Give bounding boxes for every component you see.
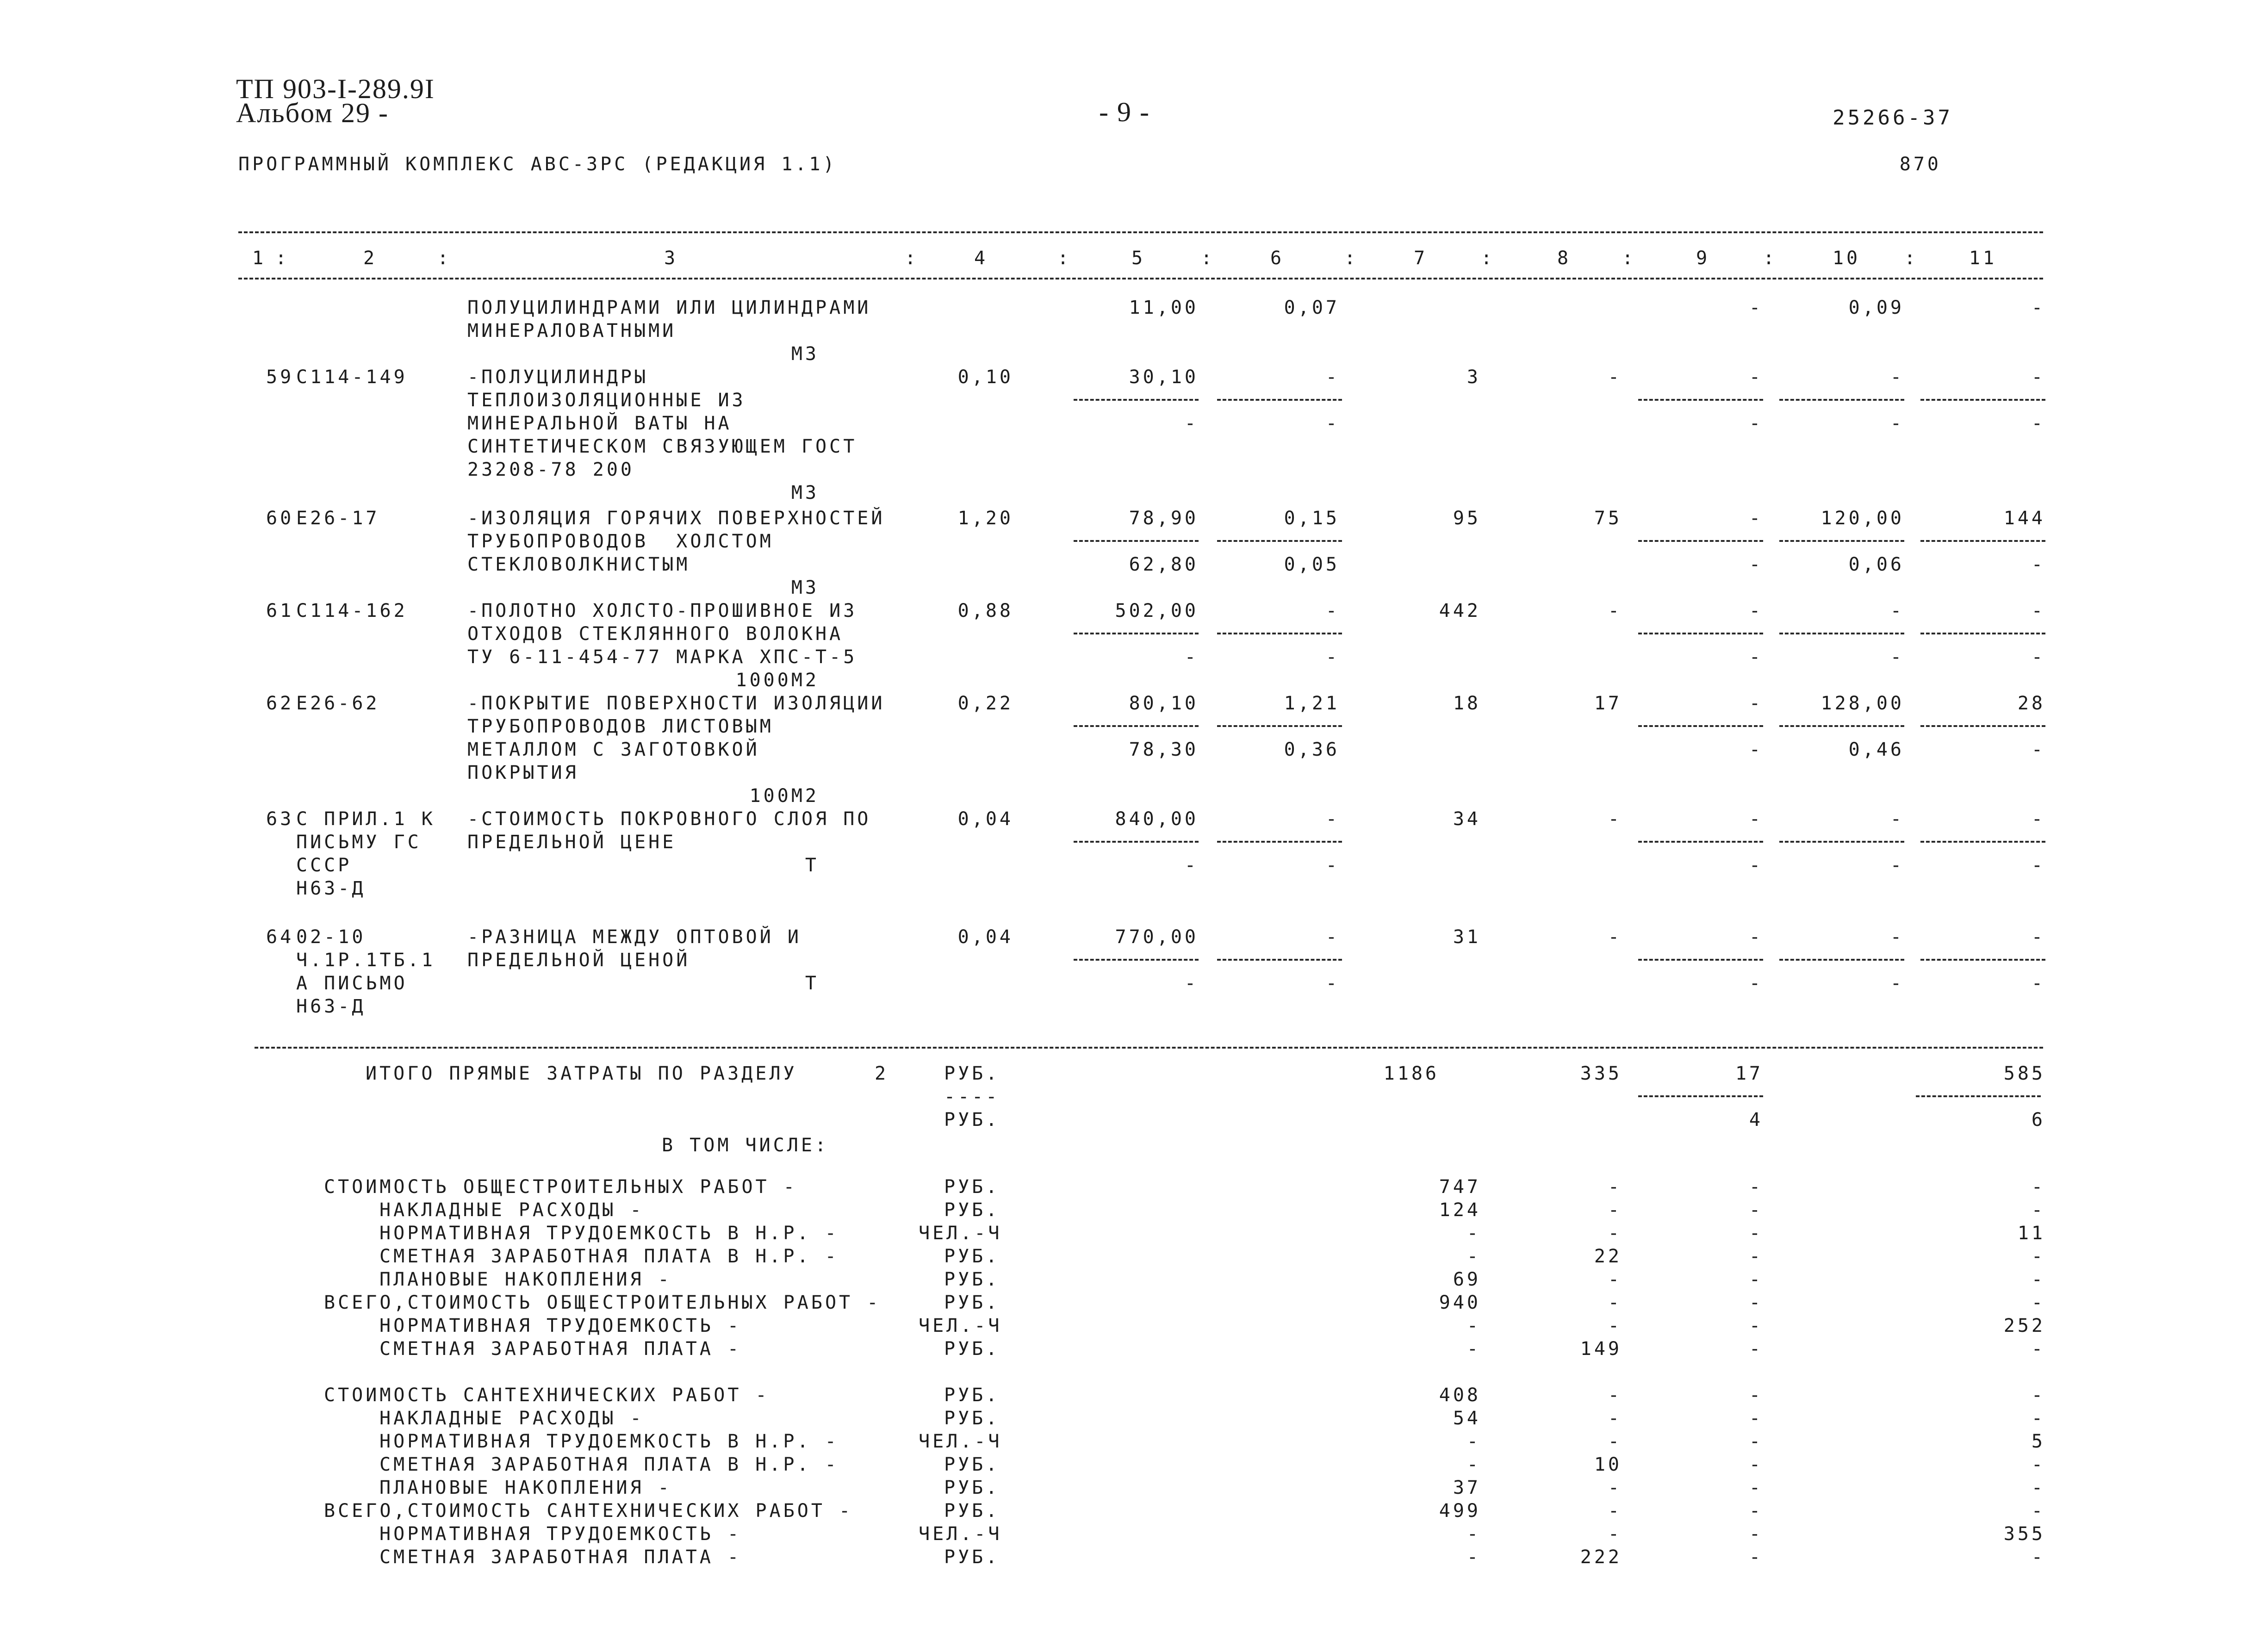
row-number: 63 — [266, 808, 294, 830]
row-subcell-c9: - — [1749, 646, 1763, 668]
row-description: ТУ 6-11-454-77 МАРКА ХПС-Т-5 — [467, 646, 857, 668]
summary-cell-c9: - — [1749, 1199, 1763, 1221]
summary-unit: РУБ. — [944, 1477, 1000, 1498]
summary-cell-c11: - — [2031, 1292, 2045, 1313]
cell-divider — [1638, 540, 1763, 542]
row-subcell-c5: 62,80 — [1129, 554, 1199, 575]
row-cell-c5: 78,90 — [1129, 508, 1199, 529]
row-subcell-c10: - — [1890, 973, 1904, 994]
row-cell-c4: 0,10 — [957, 367, 1013, 388]
column-header-11: 11 — [1969, 248, 1997, 269]
row-description: МИНЕРАЛЬНОЙ ВАТЫ НА — [467, 413, 732, 434]
row-description: -ПОЛУЦИЛИНДРЫ — [467, 367, 649, 388]
row-cell-c8: - — [1608, 367, 1622, 388]
row-unit: М3 — [791, 577, 819, 598]
summary-unit: ЧЕЛ.-Ч — [919, 1431, 1002, 1452]
totals-col9-dash — [1638, 1095, 1763, 1097]
summary-cell-c11: - — [2031, 1269, 2045, 1290]
row-code: СССР — [296, 855, 352, 876]
summary-cell-c8: 222 — [1580, 1547, 1622, 1568]
row-description: СИНТЕТИЧЕСКОМ СВЯЗУЮЩЕМ ГОСТ — [467, 436, 857, 457]
summary-cell-c11: - — [2031, 1246, 2045, 1267]
row-cell-c10: - — [1890, 926, 1904, 948]
summary-cell-c7: 408 — [1439, 1385, 1481, 1406]
row-cell-c6: - — [1325, 926, 1340, 948]
row-description: СТЕКЛОВОЛКНИСТЫМ — [467, 554, 690, 575]
summary-cell-c7: 747 — [1439, 1176, 1481, 1198]
row-cell-c8: 17 — [1594, 693, 1622, 714]
cell-divider — [1074, 725, 1199, 727]
summary-cell-c7: - — [1466, 1223, 1481, 1244]
table-top-rule — [238, 231, 2043, 233]
cell-divider — [1638, 725, 1763, 727]
row-cell-c11: - — [2031, 297, 2045, 318]
row-subcell-c5: - — [1184, 855, 1199, 876]
row-subcell-c5: 78,30 — [1129, 739, 1199, 760]
summary-label: СМЕТНАЯ ЗАРАБОТНАЯ ПЛАТА В Н.Р. - — [379, 1454, 839, 1475]
summary-cell-c9: - — [1749, 1292, 1763, 1313]
totals-col11-dash — [1916, 1095, 2041, 1097]
summary-cell-c7: 37 — [1453, 1477, 1481, 1498]
cell-divider — [1779, 540, 1904, 542]
summary-cell-c9: - — [1749, 1176, 1763, 1198]
row-cell-c8: 75 — [1594, 508, 1622, 529]
row-cell-c10: 128,00 — [1821, 693, 1904, 714]
row-description: ПРЕДЕЛЬНОЙ ЦЕНЕ — [467, 832, 677, 853]
totals-unit: РУБ. — [944, 1063, 1000, 1084]
row-cell-c4: 0,22 — [957, 693, 1013, 714]
row-cell-c6: - — [1325, 367, 1340, 388]
cell-divider — [1920, 725, 2045, 727]
summary-label: СМЕТНАЯ ЗАРАБОТНАЯ ПЛАТА - — [379, 1547, 742, 1568]
row-unit: М3 — [791, 343, 819, 365]
summary-cell-c8: - — [1608, 1385, 1622, 1406]
row-cell-c10: 120,00 — [1821, 508, 1904, 529]
cell-divider — [1074, 633, 1199, 634]
column-header-6: 6 — [1270, 248, 1285, 269]
cell-divider — [1920, 540, 2045, 542]
summary-cell-c9: - — [1749, 1408, 1763, 1429]
row-number: 59 — [266, 367, 294, 388]
row-cell-c10: - — [1890, 367, 1904, 388]
row-subcell-c10: 0,46 — [1848, 739, 1904, 760]
row-description: -ПОКРЫТИЕ ПОВЕРХНОСТИ ИЗОЛЯЦИИ — [467, 693, 885, 714]
row-cell-c8: - — [1608, 926, 1622, 948]
row-cell-c4: 0,04 — [957, 926, 1013, 948]
summary-cell-c8: - — [1608, 1269, 1622, 1290]
row-subcell-c11: - — [2031, 739, 2045, 760]
row-description: ПРЕДЕЛЬНОЙ ЦЕНОЙ — [467, 950, 690, 971]
summary-cell-c11: 5 — [2031, 1431, 2045, 1452]
cell-divider — [1217, 725, 1342, 727]
summary-cell-c8: - — [1608, 1199, 1622, 1221]
column-header-7: 7 — [1413, 248, 1428, 269]
summary-cell-c11: - — [2031, 1500, 2045, 1522]
summary-cell-c9: - — [1749, 1223, 1763, 1244]
row-cell-c11: - — [2031, 600, 2045, 621]
row-subcell-c6: - — [1325, 973, 1340, 994]
summary-label: ПЛАНОВЫЕ НАКОПЛЕНИЯ - — [379, 1269, 672, 1290]
summary-cell-c7: - — [1466, 1338, 1481, 1360]
summary-cell-c8: - — [1608, 1292, 1622, 1313]
row-subcell-c11: - — [2031, 413, 2045, 434]
row-subcell-c5: - — [1184, 413, 1199, 434]
row-subcell-c10: - — [1890, 646, 1904, 668]
totals-col9: 17 — [1735, 1063, 1763, 1084]
summary-cell-c11: 355 — [2003, 1523, 2045, 1545]
column-separator: : — [1763, 248, 1777, 269]
summary-cell-c11: - — [2031, 1454, 2045, 1475]
cell-divider — [1779, 399, 1904, 401]
column-header-1: 1 — [252, 248, 267, 269]
totals-sub-col9: 4 — [1749, 1109, 1763, 1131]
row-subcell-c6: - — [1325, 855, 1340, 876]
row-cell-c7: 34 — [1453, 808, 1481, 830]
summary-cell-c9: - — [1749, 1454, 1763, 1475]
cell-divider — [1920, 959, 2045, 961]
row-cell-c4: 0,88 — [957, 600, 1013, 621]
summary-unit: РУБ. — [944, 1292, 1000, 1313]
column-header-3: 3 — [664, 248, 678, 269]
row-code: Н63-Д — [296, 878, 366, 899]
row-code: С ПРИЛ.1 К — [296, 808, 435, 830]
summary-cell-c7: 499 — [1439, 1500, 1481, 1522]
summary-cell-c8: - — [1608, 1477, 1622, 1498]
column-separator: : — [275, 248, 290, 269]
cell-divider — [1779, 725, 1904, 727]
summary-label: НОРМАТИВНАЯ ТРУДОЕМКОСТЬ - — [379, 1315, 742, 1336]
row-description: 23208-78 200 — [467, 459, 634, 480]
row-description: ТРУБОПРОВОДОВ ХОЛСТОМ — [467, 531, 774, 552]
row-cell-c6: 0,15 — [1284, 508, 1340, 529]
cell-divider — [1920, 399, 2045, 401]
summary-label: СМЕТНАЯ ЗАРАБОТНАЯ ПЛАТА В Н.Р. - — [379, 1246, 839, 1267]
row-cell-c7: 18 — [1453, 693, 1481, 714]
column-separator: : — [437, 248, 452, 269]
cell-divider — [1074, 540, 1199, 542]
row-cell-c11: - — [2031, 367, 2045, 388]
document-code: ТП 903-I-289.9I — [236, 74, 435, 104]
summary-cell-c9: - — [1749, 1246, 1763, 1267]
cell-divider — [1638, 841, 1763, 843]
row-cell-c11: 28 — [2017, 693, 2045, 714]
column-header-2: 2 — [363, 248, 378, 269]
summary-cell-c8: - — [1608, 1408, 1622, 1429]
row-cell-c9: - — [1749, 367, 1763, 388]
summary-label: СТОИМОСТЬ ОБЩЕСТРОИТЕЛЬНЫХ РАБОТ - — [324, 1176, 797, 1198]
row-description: -ПОЛОТНО ХОЛСТО-ПРОШИВНОЕ ИЗ — [467, 600, 857, 621]
summary-cell-c7: 940 — [1439, 1292, 1481, 1313]
summary-cell-c7: - — [1466, 1246, 1481, 1267]
totals-unit-dash: ---- — [944, 1086, 1000, 1107]
row-description: ОТХОДОВ СТЕКЛЯННОГО ВОЛОКНА — [467, 623, 844, 645]
totals-sub-unit: РУБ. — [944, 1109, 1000, 1131]
including-label: В ТОМ ЧИСЛЕ: — [662, 1135, 829, 1156]
summary-unit: РУБ. — [944, 1338, 1000, 1360]
row-cell-c11: - — [2031, 926, 2045, 948]
row-cell-c10: - — [1890, 600, 1904, 621]
row-cell-c7: 3 — [1466, 367, 1481, 388]
summary-cell-c7: - — [1466, 1523, 1481, 1545]
row-cell-c6: - — [1325, 808, 1340, 830]
summary-unit: ЧЕЛ.-Ч — [919, 1223, 1002, 1244]
column-separator: : — [1200, 248, 1215, 269]
row-cell-c5: 11,00 — [1129, 297, 1199, 318]
totals-sub-col11: 6 — [2031, 1109, 2045, 1131]
row-cell-c9: - — [1749, 600, 1763, 621]
column-header-8: 8 — [1557, 248, 1572, 269]
cell-divider — [1920, 633, 2045, 634]
summary-unit: РУБ. — [944, 1500, 1000, 1522]
reference-number: 25266-37 — [1833, 106, 1953, 130]
totals-col11: 585 — [2003, 1063, 2045, 1084]
summary-label: ВСЕГО,СТОИМОСТЬ САНТЕХНИЧЕСКИХ РАБОТ - — [324, 1500, 853, 1522]
row-subcell-c6: - — [1325, 413, 1340, 434]
summary-cell-c8: - — [1608, 1500, 1622, 1522]
summary-unit: РУБ. — [944, 1454, 1000, 1475]
row-subcell-c9: - — [1749, 413, 1763, 434]
row-description: -РАЗНИЦА МЕЖДУ ОПТОВОЙ И — [467, 926, 802, 948]
summary-unit: РУБ. — [944, 1199, 1000, 1221]
row-subcell-c9: - — [1749, 554, 1763, 575]
summary-cell-c7: 124 — [1439, 1199, 1481, 1221]
cell-divider — [1217, 540, 1342, 542]
cell-divider — [1638, 633, 1763, 634]
row-description: ТРУБОПРОВОДОВ ЛИСТОВЫМ — [467, 716, 774, 737]
album-label: Альбом 29 - — [236, 98, 389, 128]
row-cell-c4: 1,20 — [957, 508, 1013, 529]
row-subcell-c9: - — [1749, 739, 1763, 760]
summary-unit: ЧЕЛ.-Ч — [919, 1523, 1002, 1545]
row-unit: Т — [805, 855, 819, 876]
summary-label: ВСЕГО,СТОИМОСТЬ ОБЩЕСТРОИТЕЛЬНЫХ РАБОТ - — [324, 1292, 881, 1313]
column-separator: : — [1057, 248, 1072, 269]
summary-cell-c8: - — [1608, 1223, 1622, 1244]
row-code: Е26-17 — [296, 508, 380, 529]
summary-label: НОРМАТИВНАЯ ТРУДОЕМКОСТЬ - — [379, 1523, 742, 1545]
summary-label: НОРМАТИВНАЯ ТРУДОЕМКОСТЬ В Н.Р. - — [379, 1431, 839, 1452]
row-code: С114-149 — [296, 367, 408, 388]
row-subcell-c6: - — [1325, 646, 1340, 668]
summary-cell-c11: - — [2031, 1408, 2045, 1429]
summary-cell-c8: 149 — [1580, 1338, 1622, 1360]
totals-col7: 1186 — [1383, 1063, 1439, 1084]
row-cell-c5: 502,00 — [1115, 600, 1199, 621]
row-description: МИНЕРАЛОВАТНЫМИ — [467, 320, 677, 342]
row-cell-c9: - — [1749, 297, 1763, 318]
row-description: -СТОИМОСТЬ ПОКРОВНОГО СЛОЯ ПО — [467, 808, 871, 830]
row-code: Е26-62 — [296, 693, 380, 714]
row-number: 60 — [266, 508, 294, 529]
row-unit: 100М2 — [749, 785, 819, 807]
column-header-4: 4 — [974, 248, 988, 269]
row-cell-c6: - — [1325, 600, 1340, 621]
cell-divider — [1217, 633, 1342, 634]
summary-cell-c9: - — [1749, 1385, 1763, 1406]
column-separator: : — [1344, 248, 1359, 269]
row-cell-c8: - — [1608, 808, 1622, 830]
summary-cell-c8: - — [1608, 1431, 1622, 1452]
summary-unit: РУБ. — [944, 1547, 1000, 1568]
row-cell-c10: 0,09 — [1848, 297, 1904, 318]
row-unit: М3 — [791, 482, 819, 503]
summary-cell-c7: 54 — [1453, 1408, 1481, 1429]
summary-cell-c11: 11 — [2017, 1223, 2045, 1244]
row-cell-c11: - — [2031, 808, 2045, 830]
column-header-5: 5 — [1131, 248, 1146, 269]
row-code: Н63-Д — [296, 996, 366, 1017]
row-cell-c7: 31 — [1453, 926, 1481, 948]
summary-cell-c9: - — [1749, 1338, 1763, 1360]
summary-cell-c9: - — [1749, 1431, 1763, 1452]
row-unit: Т — [805, 973, 819, 994]
summary-cell-c9: - — [1749, 1500, 1763, 1522]
row-description: ПОКРЫТИЯ — [467, 762, 579, 783]
row-cell-c5: 80,10 — [1129, 693, 1199, 714]
summary-cell-c7: - — [1466, 1547, 1481, 1568]
summary-cell-c8: - — [1608, 1176, 1622, 1198]
row-subcell-c6: 0,05 — [1284, 554, 1340, 575]
row-unit: 1000М2 — [735, 670, 819, 691]
row-description: -ИЗОЛЯЦИЯ ГОРЯЧИХ ПОВЕРХНОСТЕЙ — [467, 508, 885, 529]
cell-divider — [1920, 841, 2045, 843]
totals-label: ИТОГО ПРЯМЫЕ ЗАТРАТЫ ПО РАЗДЕЛУ — [366, 1063, 797, 1084]
row-cell-c9: - — [1749, 808, 1763, 830]
summary-cell-c9: - — [1749, 1547, 1763, 1568]
page-number: - 9 - — [1099, 97, 1150, 127]
summary-cell-c11: - — [2031, 1176, 2045, 1198]
row-subcell-c10: - — [1890, 413, 1904, 434]
summary-cell-c11: - — [2031, 1477, 2045, 1498]
cell-divider — [1779, 841, 1904, 843]
row-subcell-c9: - — [1749, 973, 1763, 994]
summary-cell-c7: - — [1466, 1431, 1481, 1452]
row-code: 02-10 — [296, 926, 366, 948]
row-subcell-c11: - — [2031, 646, 2045, 668]
row-code: Ч.1Р.1ТБ.1 — [296, 950, 435, 971]
summary-cell-c9: - — [1749, 1477, 1763, 1498]
summary-unit: РУБ. — [944, 1246, 1000, 1267]
program-title: ПРОГРАММНЫЙ КОМПЛЕКС АВС-3РС (РЕДАКЦИЯ 1.1) — [238, 154, 837, 175]
row-subcell-c5: - — [1184, 973, 1199, 994]
totals-col8: 335 — [1580, 1063, 1622, 1084]
summary-label: НАКЛАДНЫЕ РАСХОДЫ - — [379, 1199, 644, 1221]
summary-cell-c8: - — [1608, 1315, 1622, 1336]
row-cell-c7: 95 — [1453, 508, 1481, 529]
table-header-rule — [238, 278, 2043, 280]
summary-cell-c8: - — [1608, 1523, 1622, 1545]
cell-divider — [1074, 959, 1199, 961]
sheet-number: 870 — [1899, 154, 1941, 175]
column-separator: : — [1904, 248, 1919, 269]
summary-label: ПЛАНОВЫЕ НАКОПЛЕНИЯ - — [379, 1477, 672, 1498]
summary-label: НАКЛАДНЫЕ РАСХОДЫ - — [379, 1408, 644, 1429]
row-cell-c5: 30,10 — [1129, 367, 1199, 388]
summary-cell-c7: - — [1466, 1454, 1481, 1475]
row-code: ПИСЬМУ ГС — [296, 832, 422, 853]
row-cell-c5: 770,00 — [1115, 926, 1199, 948]
row-cell-c10: - — [1890, 808, 1904, 830]
totals-section: 2 — [875, 1063, 889, 1084]
row-number: 61 — [266, 600, 294, 621]
summary-cell-c9: - — [1749, 1315, 1763, 1336]
summary-unit: РУБ. — [944, 1176, 1000, 1198]
row-cell-c11: 144 — [2003, 508, 2045, 529]
row-subcell-c11: - — [2031, 973, 2045, 994]
row-cell-c7: 442 — [1439, 600, 1481, 621]
row-cell-c9: - — [1749, 508, 1763, 529]
summary-cell-c9: - — [1749, 1269, 1763, 1290]
row-cell-c5: 840,00 — [1115, 808, 1199, 830]
row-subcell-c10: - — [1890, 855, 1904, 876]
cell-divider — [1638, 399, 1763, 401]
summary-cell-c9: - — [1749, 1523, 1763, 1545]
summary-label: НОРМАТИВНАЯ ТРУДОЕМКОСТЬ В Н.Р. - — [379, 1223, 839, 1244]
cell-divider — [1217, 841, 1342, 843]
summary-unit: ЧЕЛ.-Ч — [919, 1315, 1002, 1336]
cell-divider — [1217, 399, 1342, 401]
row-cell-c6: 1,21 — [1284, 693, 1340, 714]
summary-cell-c11: - — [2031, 1338, 2045, 1360]
cell-divider — [1074, 399, 1199, 401]
summary-cell-c8: 22 — [1594, 1246, 1622, 1267]
row-subcell-c6: 0,36 — [1284, 739, 1340, 760]
row-subcell-c11: - — [2031, 855, 2045, 876]
row-subcell-c10: 0,06 — [1848, 554, 1904, 575]
row-subcell-c9: - — [1749, 855, 1763, 876]
row-subcell-c5: - — [1184, 646, 1199, 668]
row-code: С114-162 — [296, 600, 408, 621]
summary-cell-c11: - — [2031, 1547, 2045, 1568]
column-separator: : — [1480, 248, 1495, 269]
row-description: МЕТАЛЛОМ С ЗАГОТОВКОЙ — [467, 739, 760, 760]
cell-divider — [1217, 959, 1342, 961]
summary-unit: РУБ. — [944, 1269, 1000, 1290]
summary-unit: РУБ. — [944, 1385, 1000, 1406]
row-number: 62 — [266, 693, 294, 714]
totals-rule — [255, 1047, 2043, 1049]
row-code: А ПИСЬМО — [296, 973, 408, 994]
row-cell-c9: - — [1749, 693, 1763, 714]
row-subcell-c11: - — [2031, 554, 2045, 575]
summary-cell-c7: - — [1466, 1315, 1481, 1336]
row-cell-c8: - — [1608, 600, 1622, 621]
summary-label: СМЕТНАЯ ЗАРАБОТНАЯ ПЛАТА - — [379, 1338, 742, 1360]
row-cell-c4: 0,04 — [957, 808, 1013, 830]
cell-divider — [1779, 633, 1904, 634]
row-description: ПОЛУЦИЛИНДРАМИ ИЛИ ЦИЛИНДРАМИ — [467, 297, 871, 318]
column-separator: : — [1622, 248, 1636, 269]
cell-divider — [1779, 959, 1904, 961]
summary-cell-c11: - — [2031, 1199, 2045, 1221]
cell-divider — [1638, 959, 1763, 961]
row-description: ТЕПЛОИЗОЛЯЦИОННЫЕ ИЗ — [467, 390, 746, 411]
row-cell-c9: - — [1749, 926, 1763, 948]
summary-cell-c7: 69 — [1453, 1269, 1481, 1290]
summary-unit: РУБ. — [944, 1408, 1000, 1429]
summary-cell-c11: - — [2031, 1385, 2045, 1406]
column-header-10: 10 — [1832, 248, 1861, 269]
column-header-9: 9 — [1696, 248, 1710, 269]
row-cell-c6: 0,07 — [1284, 297, 1340, 318]
summary-label: СТОИМОСТЬ САНТЕХНИЧЕСКИХ РАБОТ - — [324, 1385, 770, 1406]
cell-divider — [1074, 841, 1199, 843]
row-number: 64 — [266, 926, 294, 948]
column-separator: : — [904, 248, 919, 269]
summary-cell-c8: 10 — [1594, 1454, 1622, 1475]
summary-cell-c11: 252 — [2003, 1315, 2045, 1336]
